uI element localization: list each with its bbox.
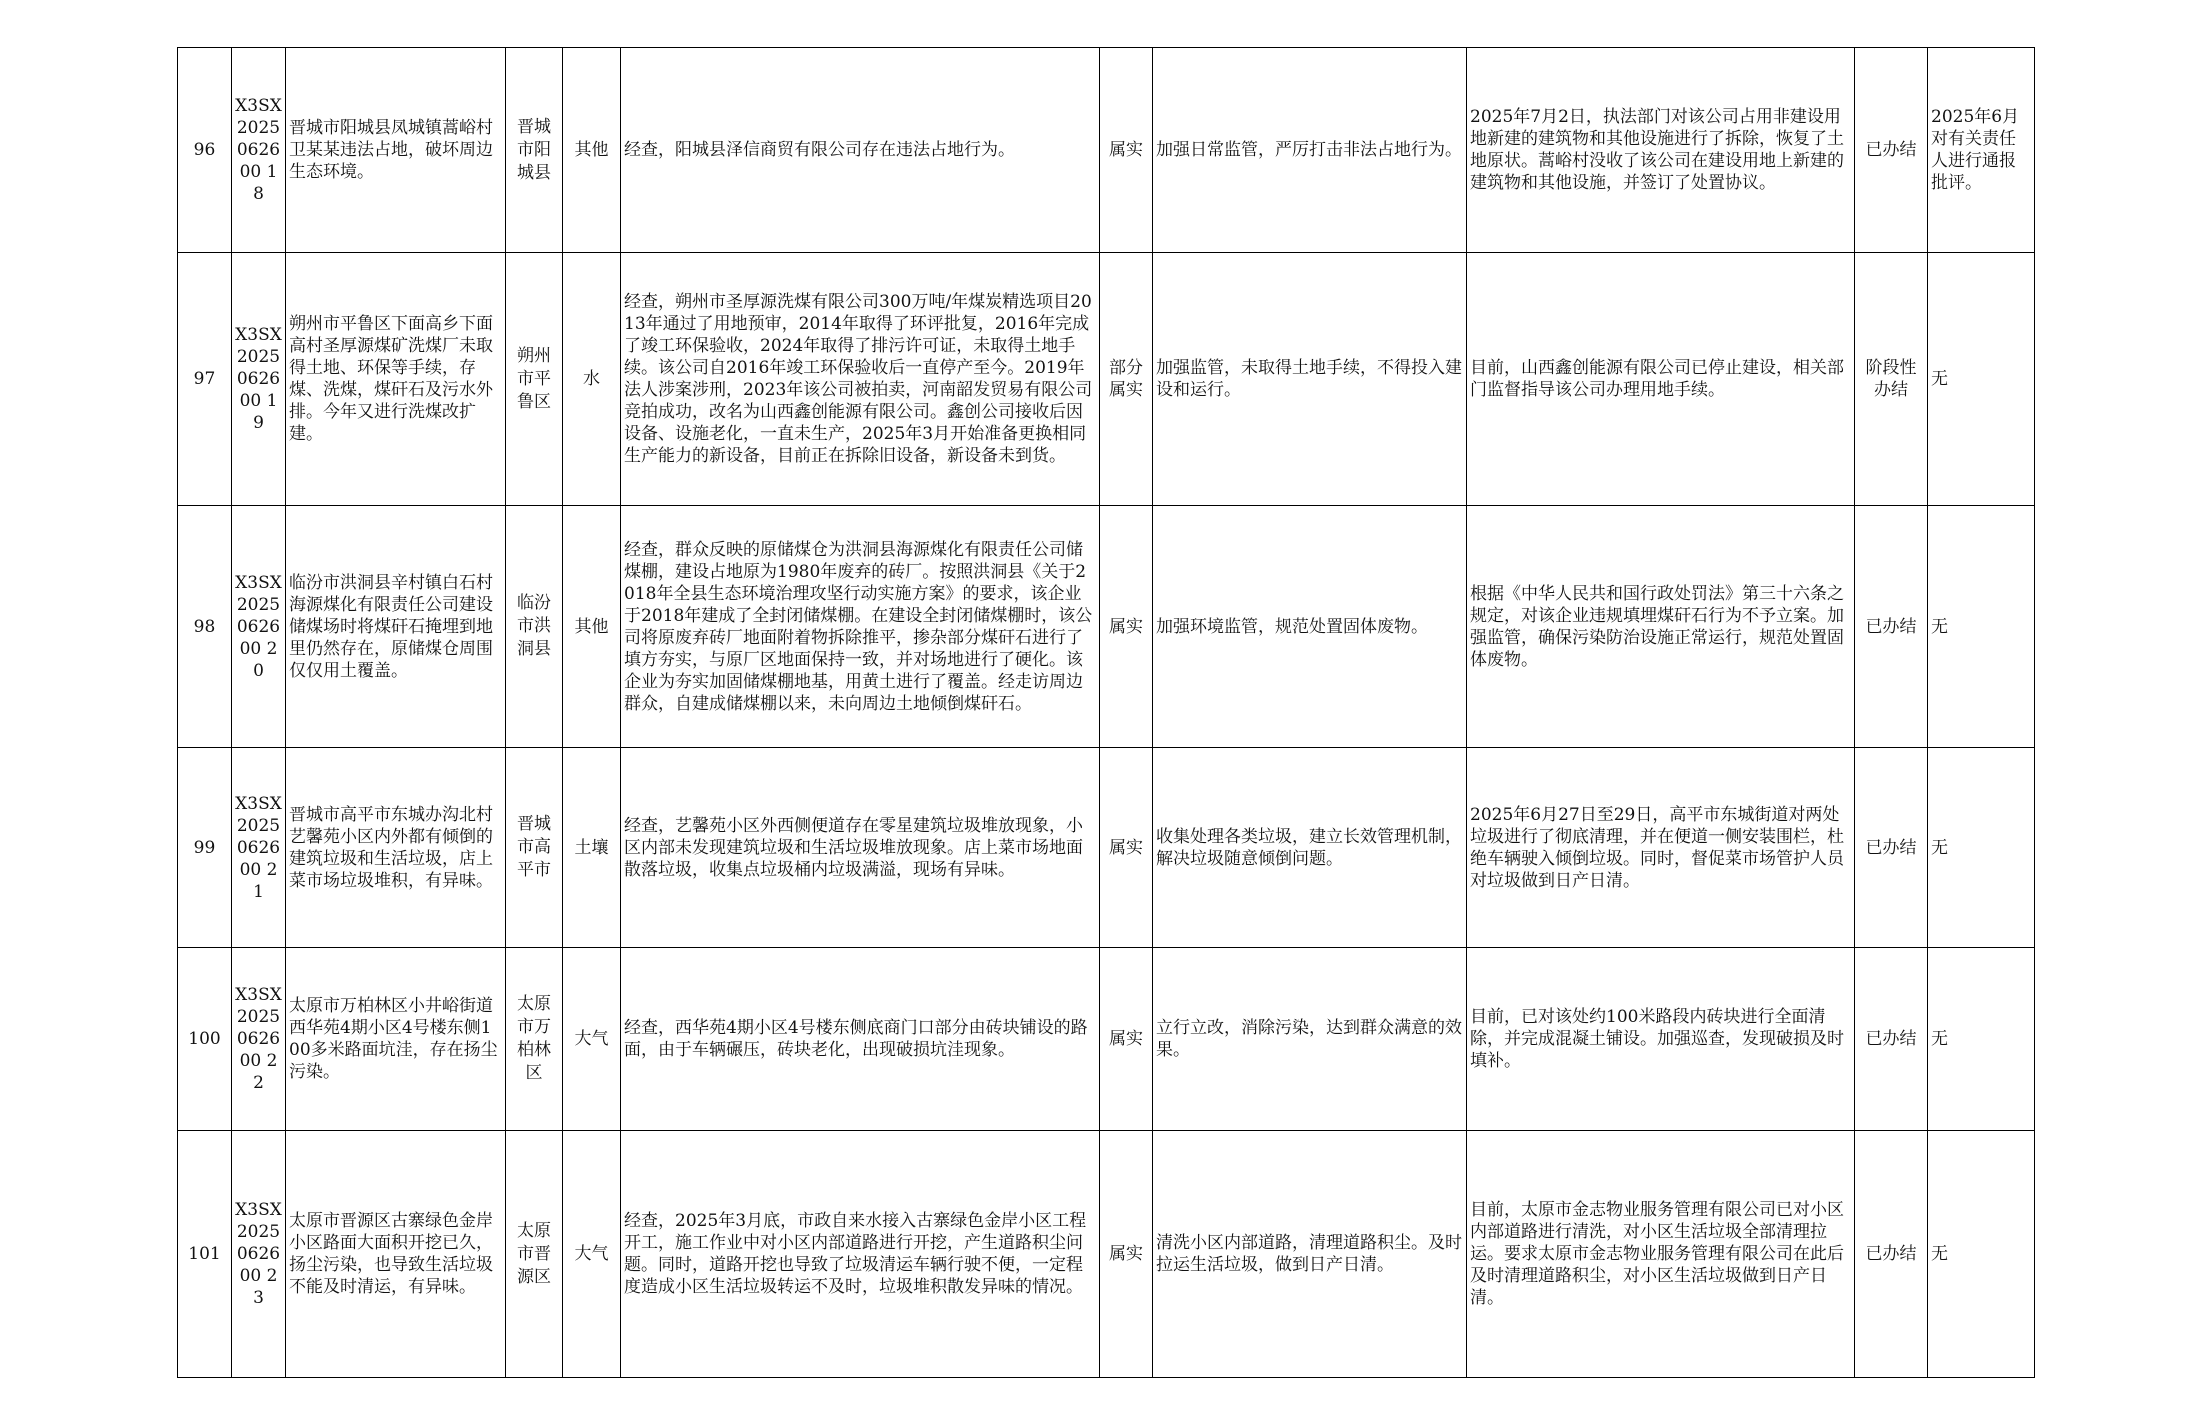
- investigation-finding: 经查，阳城县泽信商贸有限公司存在违法占地行为。: [621, 48, 1100, 253]
- case-status: 已办结: [1855, 1131, 1928, 1378]
- case-status: 已办结: [1855, 506, 1928, 748]
- rectification-result: 2025年7月2日，执法部门对该公司占用非建设用地新建的建筑物和其他设施进行了拆除，恢复了土地原状。蒿峪村没收了该公司在建设用地上新建的建筑物和其他设施，并签订了处置协议。: [1467, 48, 1855, 253]
- table-row: [178, 48, 2035, 253]
- accountability: 2025年6月对有关责任人进行通报批评。: [1928, 48, 2035, 253]
- row-number: 100: [178, 948, 232, 1131]
- investigation-finding: 经查，2025年3月底，市政自来水接入古寨绿色金岸小区工程开工，施工作业中对小区内部道路进行开挖，产生道路积尘问题。同时，道路开挖也导致了垃圾清运车辆行驶不便，一定程度造成小区生活垃圾转运不及时，垃圾堆积散发异味的情况。: [621, 1131, 1100, 1378]
- pollution-type: 水: [563, 253, 621, 506]
- pollution-type: 其他: [563, 506, 621, 748]
- case-code: X3SX2025062600 19: [232, 253, 286, 506]
- issue-text: 晋城市阳城县凤城镇蒿峪村卫某某违法占地，破坏周边生态环境。: [286, 48, 506, 253]
- rectification-result: 根据《中华人民共和国行政处罚法》第三十六条之规定，对该企业违规填埋煤矸石行为不予立案。加强监管，确保污染防治设施正常运行，规范处置固体废物。: [1467, 506, 1855, 748]
- verdict: 属实: [1100, 948, 1153, 1131]
- investigation-finding: 经查，艺馨苑小区外西侧便道存在零星建筑垃圾堆放现象，小区内部未发现建筑垃圾和生活垃圾堆放现象。店上菜市场地面散落垃圾，收集点垃圾桶内垃圾满溢，现场有异味。: [621, 748, 1100, 948]
- row-number: 97: [178, 253, 232, 506]
- investigation-finding: 经查，群众反映的原储煤仓为洪洞县海源煤化有限责任公司储煤棚，建设占地原为1980年废弃的砖厂。按照洪洞县《关于2018年全县生态环境治理攻坚行动实施方案》的要求，该企业于2018年建成了全封闭储煤棚。在建设全封闭储煤棚时，该公司将原废弃砖厂地面附着物拆除推平，掺杂部分煤矸石进行了填方夯实，与原厂区地面保持一致，并对场地进行了硬化。该企业为夯实加固储煤棚地基，用黄土进行了覆盖。经走访周边群众，自建成储煤棚以来，未向周边土地倾倒煤矸石。: [621, 506, 1100, 748]
- rectification-result: 目前，已对该处约100米路段内砖块进行全面清除，并完成混凝土铺设。加强巡查，发现破损及时填补。: [1467, 948, 1855, 1131]
- row-number: 101: [178, 1131, 232, 1378]
- row-number: 99: [178, 748, 232, 948]
- pollution-type: 大气: [563, 948, 621, 1131]
- rectification-measure: 立行立改，消除污染，达到群众满意的效果。: [1153, 948, 1467, 1131]
- complaint-table: [177, 47, 2035, 1378]
- case-status: 已办结: [1855, 948, 1928, 1131]
- administrative-area: 晋城市阳城县: [506, 48, 563, 253]
- accountability: 无: [1928, 506, 2035, 748]
- case-status: 已办结: [1855, 48, 1928, 253]
- table-row: [178, 253, 2035, 506]
- verdict: 属实: [1100, 748, 1153, 948]
- rectification-measure: 加强日常监管，严厉打击非法占地行为。: [1153, 48, 1467, 253]
- row-number: 96: [178, 48, 232, 253]
- case-code: X3SX2025062600 18: [232, 48, 286, 253]
- issue-text: 朔州市平鲁区下面高乡下面高村圣厚源煤矿洗煤厂未取得土地、环保等手续，存煤、洗煤，煤矸石及污水外排。今年又进行洗煤改扩建。: [286, 253, 506, 506]
- table-row: [178, 948, 2035, 1131]
- accountability: 无: [1928, 1131, 2035, 1378]
- verdict: 属实: [1100, 48, 1153, 253]
- issue-text: 晋城市高平市东城办沟北村艺馨苑小区内外都有倾倒的建筑垃圾和生活垃圾，店上菜市场垃圾堆积，有异味。: [286, 748, 506, 948]
- rectification-measure: 加强监管，未取得土地手续，不得投入建设和运行。: [1153, 253, 1467, 506]
- investigation-finding: 经查，朔州市圣厚源洗煤有限公司300万吨/年煤炭精选项目2013年通过了用地预审，2014年取得了环评批复，2016年完成了竣工环保验收，2024年取得了排污许可证，未取得土地手续。该公司自2016年竣工环保验收后一直停产至今。2019年法人涉案涉刑，2023年该公司被拍卖，河南韶发贸易有限公司竞拍成功，改名为山西鑫创能源有限公司。鑫创公司接收后因设备、设施老化，一直未生产，2025年3月开始准备更换相同生产能力的新设备，目前正在拆除旧设备，新设备未到货。: [621, 253, 1100, 506]
- administrative-area: 太原市万柏林区: [506, 948, 563, 1131]
- rectification-result: 目前，山西鑫创能源有限公司已停止建设，相关部门监督指导该公司办理用地手续。: [1467, 253, 1855, 506]
- investigation-finding: 经查，西华苑4期小区4号楼东侧底商门口部分由砖块铺设的路面，由于车辆碾压，砖块老化，出现破损坑洼现象。: [621, 948, 1100, 1131]
- pollution-type: 其他: [563, 48, 621, 253]
- case-code: X3SX2025062600 20: [232, 506, 286, 748]
- verdict: 属实: [1100, 1131, 1153, 1378]
- administrative-area: 临汾市洪洞县: [506, 506, 563, 748]
- accountability: 无: [1928, 948, 2035, 1131]
- pollution-type: 土壤: [563, 748, 621, 948]
- case-code: X3SX2025062600 21: [232, 748, 286, 948]
- rectification-measure: 收集处理各类垃圾，建立长效管理机制，解决垃圾随意倾倒问题。: [1153, 748, 1467, 948]
- rectification-measure: 清洗小区内部道路，清理道路积尘。及时拉运生活垃圾，做到日产日清。: [1153, 1131, 1467, 1378]
- administrative-area: 晋城市高平市: [506, 748, 563, 948]
- issue-text: 太原市万柏林区小井峪街道西华苑4期小区4号楼东侧100多米路面坑洼，存在扬尘污染。: [286, 948, 506, 1131]
- row-number: 98: [178, 506, 232, 748]
- verdict: 部分属实: [1100, 253, 1153, 506]
- rectification-measure: 加强环境监管，规范处置固体废物。: [1153, 506, 1467, 748]
- accountability: 无: [1928, 748, 2035, 948]
- table-row: [178, 748, 2035, 948]
- case-code: X3SX2025062600 22: [232, 948, 286, 1131]
- administrative-area: 朔州市平鲁区: [506, 253, 563, 506]
- issue-text: 太原市晋源区古寨绿色金岸小区路面大面积开挖已久，扬尘污染，也导致生活垃圾不能及时清运，有异味。: [286, 1131, 506, 1378]
- administrative-area: 太原市晋源区: [506, 1131, 563, 1378]
- table-row: [178, 506, 2035, 748]
- accountability: 无: [1928, 253, 2035, 506]
- case-status: 阶段性办结: [1855, 253, 1928, 506]
- rectification-result: 目前，太原市金志物业服务管理有限公司已对小区内部道路进行清洗，对小区生活垃圾全部清理拉运。要求太原市金志物业服务管理有限公司在此后及时清理道路积尘，对小区生活垃圾做到日产日清。: [1467, 1131, 1855, 1378]
- case-code: X3SX2025062600 23: [232, 1131, 286, 1378]
- case-status: 已办结: [1855, 748, 1928, 948]
- rectification-result: 2025年6月27日至29日，高平市东城街道对两处垃圾进行了彻底清理，并在便道一侧安装围栏，杜绝车辆驶入倾倒垃圾。同时，督促菜市场管护人员对垃圾做到日产日清。: [1467, 748, 1855, 948]
- table-row: [178, 1131, 2035, 1378]
- issue-text: 临汾市洪洞县辛村镇白石村海源煤化有限责任公司建设储煤场时将煤矸石掩埋到地里仍然存在，原储煤仓周围仅仅用土覆盖。: [286, 506, 506, 748]
- verdict: 属实: [1100, 506, 1153, 748]
- pollution-type: 大气: [563, 1131, 621, 1378]
